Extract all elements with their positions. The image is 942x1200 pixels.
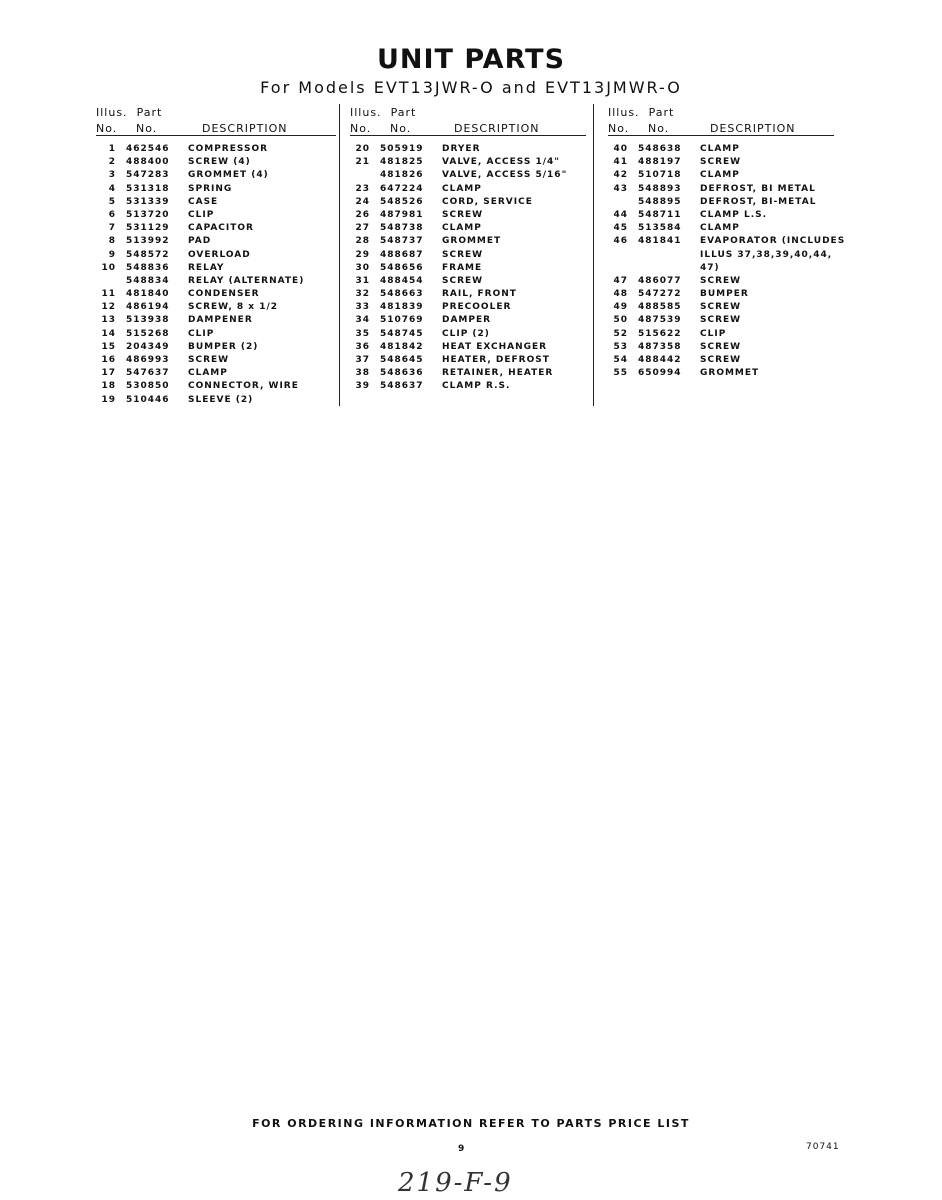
illus-number: 7 bbox=[108, 223, 116, 234]
illus-number: 12 bbox=[101, 302, 116, 313]
part-description: GROMMET (4) bbox=[188, 170, 269, 181]
table-row bbox=[608, 144, 838, 157]
part-description: VALVE, ACCESS 1/4" bbox=[442, 157, 560, 168]
table-row bbox=[608, 329, 838, 342]
illus-number: 6 bbox=[108, 209, 116, 220]
part-description: CLAMP L.S. bbox=[700, 209, 768, 220]
part-number: 486194 bbox=[126, 302, 170, 313]
column-header bbox=[350, 104, 590, 136]
illus-number: 30 bbox=[355, 262, 370, 273]
part-number: 548645 bbox=[380, 355, 424, 365]
part-description: SPRING bbox=[188, 183, 233, 194]
part-description: CASE bbox=[188, 196, 219, 207]
parts-column-3 bbox=[608, 104, 846, 381]
document-code: 70741 bbox=[806, 1142, 840, 1152]
table-row bbox=[608, 289, 838, 302]
table-row bbox=[96, 289, 336, 302]
table-row bbox=[96, 170, 336, 183]
illus-number: 50 bbox=[613, 315, 628, 326]
part-description: DAMPENER bbox=[188, 315, 253, 326]
no-header: No. bbox=[648, 122, 670, 135]
description-header: DESCRIPTION bbox=[454, 122, 540, 135]
part-number: 510446 bbox=[126, 394, 170, 405]
part-description: CLAMP bbox=[700, 170, 740, 181]
table-row bbox=[96, 342, 336, 355]
part-description: 47) bbox=[700, 262, 720, 273]
part-number: 488454 bbox=[380, 275, 424, 286]
part-description: CONDENSER bbox=[188, 289, 260, 300]
table-row bbox=[350, 355, 590, 368]
illus-number: 15 bbox=[101, 341, 116, 352]
table-row bbox=[350, 329, 590, 342]
ordering-footer: FOR ORDERING INFORMATION REFER TO PARTS PRICE LIST bbox=[252, 1117, 690, 1130]
handwritten-note: 219-F-9 bbox=[398, 1168, 513, 1198]
part-number: 531318 bbox=[126, 183, 170, 194]
table-row bbox=[96, 250, 336, 263]
part-description: DAMPER bbox=[442, 315, 492, 326]
illus-number: 1 bbox=[108, 144, 116, 154]
table-row bbox=[96, 315, 336, 328]
illus-number: 2 bbox=[108, 157, 116, 168]
part-description: CLAMP bbox=[700, 223, 740, 234]
table-row bbox=[96, 302, 336, 315]
part-description: RETAINER, HEATER bbox=[442, 368, 554, 379]
table-row bbox=[608, 157, 838, 170]
header-rule bbox=[350, 135, 586, 136]
part-number: 488442 bbox=[638, 355, 682, 365]
part-number: 462546 bbox=[126, 144, 170, 154]
part-number: 548636 bbox=[380, 368, 424, 379]
part-description: CLAMP bbox=[442, 183, 482, 194]
table-row bbox=[96, 329, 336, 342]
part-number: 515622 bbox=[638, 328, 682, 339]
illus-number: 31 bbox=[355, 275, 370, 286]
illus-number: 45 bbox=[613, 223, 628, 234]
part-description: RELAY bbox=[188, 262, 225, 273]
illus-number: 49 bbox=[613, 302, 628, 313]
part-number: 530850 bbox=[126, 381, 170, 392]
illus-number: 40 bbox=[613, 144, 628, 154]
part-description: CONNECTOR, WIRE bbox=[188, 381, 299, 392]
part-description: CLAMP bbox=[188, 368, 228, 379]
illus-number: 53 bbox=[613, 341, 628, 352]
part-number: 548738 bbox=[380, 223, 424, 234]
illus-number: 21 bbox=[355, 157, 370, 168]
table-row bbox=[96, 381, 336, 394]
table-row bbox=[96, 263, 336, 276]
table-row bbox=[608, 250, 838, 263]
illus-number: 28 bbox=[355, 236, 370, 247]
table-row bbox=[350, 381, 590, 394]
illus-number: 17 bbox=[101, 368, 116, 379]
parts-column-1 bbox=[96, 104, 336, 408]
part-description: BUMPER (2) bbox=[188, 341, 259, 352]
illus-number: 35 bbox=[355, 328, 370, 339]
part-description: DEFROST, BI METAL bbox=[700, 183, 816, 194]
part-description: OVERLOAD bbox=[188, 249, 251, 260]
table-row bbox=[350, 184, 590, 197]
part-number: 481840 bbox=[126, 289, 170, 300]
table-row bbox=[350, 144, 590, 157]
part-number: 547637 bbox=[126, 368, 170, 379]
illus-number: 43 bbox=[613, 183, 628, 194]
part-description: ILLUS 37,38,39,40,44, bbox=[700, 249, 833, 260]
part-number: 548893 bbox=[638, 183, 682, 194]
part-number: 481842 bbox=[380, 341, 424, 352]
illus-number: 47 bbox=[613, 275, 628, 286]
table-row bbox=[608, 236, 846, 249]
table-row bbox=[350, 289, 590, 302]
no-header: No. bbox=[350, 122, 372, 135]
illus-number: 27 bbox=[355, 223, 370, 234]
table-row bbox=[96, 355, 336, 368]
part-number: 488400 bbox=[126, 157, 170, 168]
part-description: COMPRESSOR bbox=[188, 144, 269, 154]
illus-number: 46 bbox=[613, 236, 628, 247]
part-number: 548572 bbox=[126, 249, 170, 260]
parts-rows bbox=[350, 144, 590, 395]
illus-number: 41 bbox=[613, 157, 628, 168]
part-number: 481841 bbox=[638, 236, 682, 247]
part-description: SCREW bbox=[700, 157, 742, 168]
illus-number: 3 bbox=[108, 170, 116, 181]
table-row bbox=[96, 395, 336, 408]
illus-number: 4 bbox=[108, 183, 116, 194]
illus-part-header: Illus. Part bbox=[96, 106, 163, 119]
column-divider bbox=[339, 104, 340, 406]
part-description: SCREW bbox=[700, 275, 742, 286]
parts-rows bbox=[96, 144, 336, 408]
part-number: 548656 bbox=[380, 262, 424, 273]
table-row bbox=[350, 236, 590, 249]
illus-number: 9 bbox=[108, 249, 116, 260]
table-row bbox=[350, 263, 590, 276]
illus-number: 16 bbox=[101, 355, 116, 365]
page-title: UNIT PARTS bbox=[376, 44, 566, 75]
part-number: 204349 bbox=[126, 341, 170, 352]
description-header: DESCRIPTION bbox=[710, 122, 796, 135]
part-number: 513584 bbox=[638, 223, 682, 234]
no-header: No. bbox=[96, 122, 118, 135]
column-header bbox=[96, 104, 336, 136]
illus-number: 37 bbox=[355, 355, 370, 365]
part-description: HEAT EXCHANGER bbox=[442, 341, 548, 352]
illus-number: 5 bbox=[108, 196, 116, 207]
part-description: RAIL, FRONT bbox=[442, 289, 517, 300]
illus-number: 54 bbox=[613, 355, 628, 365]
part-description: SCREW (4) bbox=[188, 157, 251, 168]
part-description: PRECOOLER bbox=[442, 302, 512, 313]
page-number: 9 bbox=[458, 1144, 465, 1154]
part-number: 650994 bbox=[638, 368, 682, 379]
no-header: No. bbox=[608, 122, 630, 135]
illus-number: 34 bbox=[355, 315, 370, 326]
table-row bbox=[608, 263, 838, 276]
part-description: SCREW bbox=[188, 355, 230, 365]
illus-number: 44 bbox=[613, 209, 628, 220]
part-description: SLEEVE (2) bbox=[188, 394, 254, 405]
illus-number: 14 bbox=[101, 328, 116, 339]
part-description: VALVE, ACCESS 5/16" bbox=[442, 170, 568, 181]
illus-part-header: Illus. Part bbox=[608, 106, 675, 119]
illus-number: 24 bbox=[355, 196, 370, 207]
part-description: DEFROST, BI-METAL bbox=[700, 196, 817, 207]
table-row bbox=[608, 302, 838, 315]
illus-number: 10 bbox=[101, 262, 116, 273]
illus-number: 26 bbox=[355, 209, 370, 220]
part-number: 548834 bbox=[126, 275, 170, 286]
table-row bbox=[96, 223, 336, 236]
table-row bbox=[350, 315, 590, 328]
table-row bbox=[96, 236, 336, 249]
part-number: 481825 bbox=[380, 157, 424, 168]
no-header: No. bbox=[390, 122, 412, 135]
part-number: 510769 bbox=[380, 315, 424, 326]
description-header: DESCRIPTION bbox=[202, 122, 288, 135]
table-row bbox=[608, 368, 838, 381]
table-row bbox=[350, 197, 590, 210]
column-header bbox=[608, 104, 838, 136]
part-description: GROMMET bbox=[700, 368, 760, 379]
part-description: CLAMP bbox=[442, 223, 482, 234]
part-number: 647224 bbox=[380, 183, 424, 194]
header-rule bbox=[96, 135, 336, 136]
part-description: CLIP bbox=[188, 209, 215, 220]
part-number: 481839 bbox=[380, 302, 424, 313]
table-row bbox=[350, 302, 590, 315]
part-number: 486077 bbox=[638, 275, 682, 286]
part-number: 513720 bbox=[126, 209, 170, 220]
part-number: 486993 bbox=[126, 355, 170, 365]
no-header: No. bbox=[136, 122, 158, 135]
table-row bbox=[350, 342, 590, 355]
table-row bbox=[608, 170, 838, 183]
part-description: RELAY (ALTERNATE) bbox=[188, 275, 305, 286]
table-row bbox=[96, 144, 336, 157]
part-description: EVAPORATOR (INCLUDES bbox=[700, 236, 846, 247]
illus-number: 29 bbox=[355, 249, 370, 260]
part-description: CLAMP R.S. bbox=[442, 381, 511, 392]
illus-number: 18 bbox=[101, 381, 116, 392]
illus-number: 32 bbox=[355, 289, 370, 300]
illus-number: 42 bbox=[613, 170, 628, 181]
part-description: CAPACITOR bbox=[188, 223, 254, 234]
part-description: SCREW bbox=[700, 355, 742, 365]
part-number: 548526 bbox=[380, 196, 424, 207]
illus-part-header: Illus. Part bbox=[350, 106, 417, 119]
part-number: 481826 bbox=[380, 170, 424, 181]
table-row bbox=[96, 184, 336, 197]
illus-number: 19 bbox=[101, 394, 116, 405]
part-description: CLIP bbox=[700, 328, 727, 339]
part-description: CLIP bbox=[188, 328, 215, 339]
part-number: 515268 bbox=[126, 328, 170, 339]
part-number: 548637 bbox=[380, 381, 424, 392]
part-description: DRYER bbox=[442, 144, 481, 154]
part-number: 488197 bbox=[638, 157, 682, 168]
part-number: 487981 bbox=[380, 209, 424, 220]
parts-column-2 bbox=[350, 104, 590, 395]
table-row bbox=[350, 157, 590, 170]
table-row bbox=[96, 157, 336, 170]
part-description: CORD, SERVICE bbox=[442, 196, 533, 207]
illus-number: 52 bbox=[613, 328, 628, 339]
illus-number: 20 bbox=[355, 144, 370, 154]
illus-number: 48 bbox=[613, 289, 628, 300]
illus-number: 8 bbox=[108, 236, 116, 247]
table-row bbox=[608, 184, 838, 197]
part-number: 531339 bbox=[126, 196, 170, 207]
part-number: 548711 bbox=[638, 209, 682, 220]
part-description: SCREW bbox=[700, 302, 742, 313]
table-row bbox=[350, 368, 590, 381]
header-rule bbox=[608, 135, 834, 136]
part-number: 513938 bbox=[126, 315, 170, 326]
table-row bbox=[608, 276, 838, 289]
table-row bbox=[608, 223, 838, 236]
table-row bbox=[96, 276, 336, 289]
part-number: 510718 bbox=[638, 170, 682, 181]
part-description: HEATER, DEFROST bbox=[442, 355, 550, 365]
illus-number: 33 bbox=[355, 302, 370, 313]
table-row bbox=[350, 223, 590, 236]
illus-number: 13 bbox=[101, 315, 116, 326]
table-row bbox=[96, 368, 336, 381]
illus-number: 39 bbox=[355, 381, 370, 392]
part-description: SCREW bbox=[442, 275, 484, 286]
part-number: 531129 bbox=[126, 223, 170, 234]
part-number: 487539 bbox=[638, 315, 682, 326]
part-number: 547272 bbox=[638, 289, 682, 300]
illus-number: 23 bbox=[355, 183, 370, 194]
page-subtitle: For Models EVT13JWR-O and EVT13JMWR-O bbox=[260, 78, 682, 97]
table-row bbox=[350, 210, 590, 223]
table-row bbox=[608, 342, 838, 355]
part-number: 548836 bbox=[126, 262, 170, 273]
table-row bbox=[608, 315, 838, 328]
part-number: 487358 bbox=[638, 341, 682, 352]
part-description: SCREW, 8 x 1/2 bbox=[188, 302, 279, 313]
part-description: SCREW bbox=[700, 341, 742, 352]
table-row bbox=[96, 210, 336, 223]
table-row bbox=[96, 197, 336, 210]
part-description: SCREW bbox=[700, 315, 742, 326]
illus-number: 38 bbox=[355, 368, 370, 379]
part-description: CLAMP bbox=[700, 144, 740, 154]
part-description: GROMMET bbox=[442, 236, 502, 247]
illus-number: 36 bbox=[355, 341, 370, 352]
part-number: 548638 bbox=[638, 144, 682, 154]
part-number: 548895 bbox=[638, 196, 682, 207]
table-row bbox=[350, 276, 590, 289]
part-number: 488585 bbox=[638, 302, 682, 313]
table-row bbox=[350, 250, 590, 263]
table-row bbox=[350, 170, 590, 183]
table-row bbox=[608, 355, 838, 368]
table-row bbox=[608, 210, 838, 223]
parts-rows bbox=[608, 144, 846, 381]
part-description: BUMPER bbox=[700, 289, 749, 300]
part-number: 505919 bbox=[380, 144, 424, 154]
part-description: SCREW bbox=[442, 209, 484, 220]
part-number: 548745 bbox=[380, 328, 424, 339]
part-number: 513992 bbox=[126, 236, 170, 247]
part-number: 488687 bbox=[380, 249, 424, 260]
part-number: 548737 bbox=[380, 236, 424, 247]
part-description: CLIP (2) bbox=[442, 328, 490, 339]
illus-number: 55 bbox=[613, 368, 628, 379]
part-description: SCREW bbox=[442, 249, 484, 260]
part-description: PAD bbox=[188, 236, 212, 247]
column-divider bbox=[593, 104, 594, 406]
part-number: 548663 bbox=[380, 289, 424, 300]
table-row bbox=[608, 197, 838, 210]
illus-number: 11 bbox=[101, 289, 116, 300]
part-description: FRAME bbox=[442, 262, 483, 273]
part-number: 547283 bbox=[126, 170, 170, 181]
